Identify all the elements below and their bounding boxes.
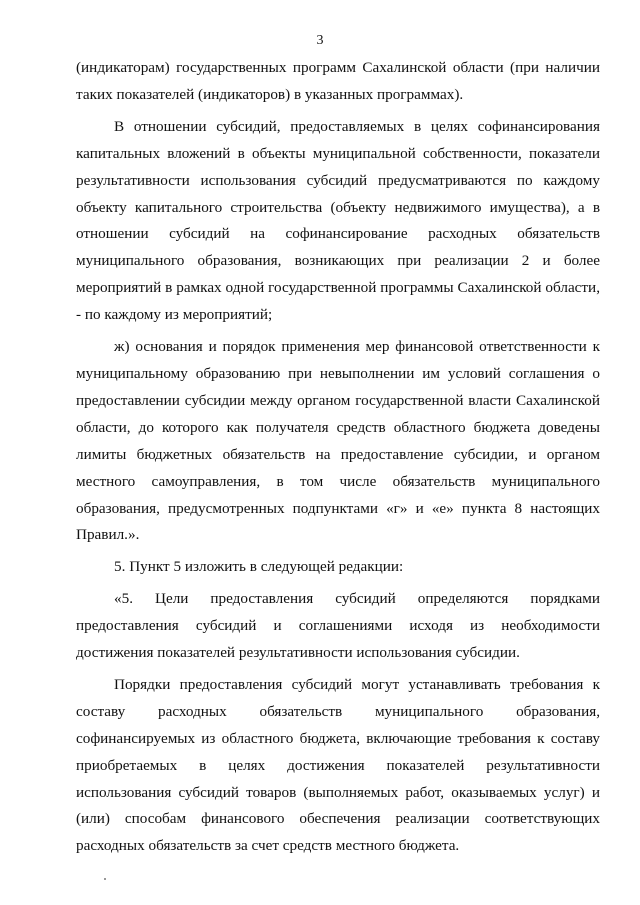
paragraph-point-5-heading: 5. Пункт 5 изложить в следующей редакции: (114, 558, 404, 576)
scan-speck (104, 878, 106, 880)
paragraph-capital-investments: В отношении субсидий, предоставляемых в целях софинансирования капитальных вложений в объекты муниципальной собственности, показатели результативности использования субсидий предусматриваются по каждому объекту капитального строительства (объекту недвижимого имущества), а в отношении субсидий на софинансирование расходных обязательств муниципального образования, возникающих при реализации 2 и более мероприятий в рамках одной государственной программы Сахалинской области, - по каждому из мероприятий; (76, 117, 600, 324)
page-number: 3 (316, 33, 324, 48)
paragraph-indicators-continuation: (индикаторам) государственных программ Сахалинской области (при наличии таких показателей (индикаторов) в указанных программах). (76, 59, 600, 103)
paragraph-point-5-text: «5. Цели предоставления субсидий определяются порядками предоставления субсидий и соглашениями исходя из необходимости достижения показателей результативности использования субсидии. (76, 590, 600, 662)
document-body (76, 55, 600, 860)
paragraph-item-zh: ж) основания и порядок применения мер финансовой ответственности к муниципальному образованию при невыполнении им условий соглашения о предоставлении субсидии между органом государственной власти Сахалинской области, до которого как получателя средств областного бюджета доведены лимиты бюджетных обязательств на предоставление субсидии, и органом местного самоуправления, в том числе обязательств муниципального образования, предусмотренных подпунктами «г» и «е» пункта 8 настоящих Правил.». (76, 338, 600, 544)
paragraph-subsidy-procedures: Порядки предоставления субсидий могут устанавливать требования к составу расходных обязательств муниципального образования, софинансируемых из областного бюджета, включающие требования к составу приобретаемых в целях достижения показателей результативности использования субсидий товаров (выполняемых работ, оказываемых услуг) и (или) способам финансового обеспечения реализации соответствующих расходных обязательств за счет средств местного бюджета. (76, 675, 600, 855)
